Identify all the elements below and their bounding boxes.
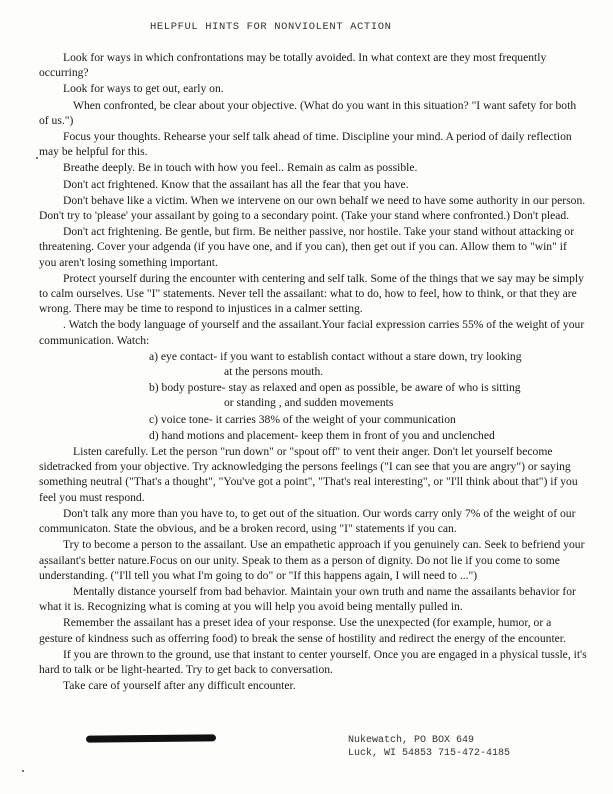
footer-address-line2: Luck, WI 54853 715-472-4185 xyxy=(348,748,511,759)
sub-item-body-posture: b) body posture- stay as relaxed and open as possible, be aware of who is sitting xyxy=(149,381,521,395)
paragraph-avoid: Look for ways in which confrontations may be totally avoided. In what context are they most frequently occurring? xyxy=(39,51,547,80)
sub-item-hand-motions: d) hand motions and placement- keep them in front of you and unclenched xyxy=(149,428,495,442)
footer-address xyxy=(348,734,510,760)
paragraph-listen: Listen carefully. Let the person "run down" or "spout off" to vent their anger. Don't let yourself become sidetracked from your objective. Try acknowledging the persons feelings ("I can see that you are angry") or saying something neutral ("That's a thought", "You've got a point", "That's real interesting", or "I'll think about that") if you feel you must respond. xyxy=(39,445,578,504)
document-body xyxy=(39,50,587,694)
list-item xyxy=(39,428,587,443)
paragraph-frightening: Don't act frightening. Be gentle, but firm. Be neither passive, nor hostile. Take your stand without attacking or threatening. Cover your adgenda (if you have one, and if you can), then get out if you can. Allow them to "win" if you aren't losing something important. xyxy=(39,225,575,269)
scan-speck xyxy=(22,770,24,772)
paragraph-body-language: . Watch the body language of yourself and the assailant.Your facial expression carries 55% of the weight of your communication. Watch: xyxy=(39,318,585,347)
scan-speck xyxy=(44,566,46,568)
paragraph-protect: Protect yourself during the encounter with centering and self talk. Some of the things that we say may be simply to calm ourselves. Use "I" statements. Never tell the assailant: what to do, how to feel, how to think, or that they are wrong. There may be time to respond to injustices in a calmer setting. xyxy=(39,271,584,316)
redaction-bar xyxy=(86,734,216,742)
sub-item-eye-contact-cont: at the persons mouth. xyxy=(224,365,324,379)
document-title: HELPFUL HINTS FOR NONVIOLENT ACTION xyxy=(150,21,392,33)
list-item xyxy=(39,349,587,379)
list-item xyxy=(39,380,587,410)
paragraph-objective: When confronted, be clear about your objective. (What do you want in this situation? "I want safety for both of us.") xyxy=(39,98,577,127)
paragraph-get-out: Look for ways to get out, early on. xyxy=(63,82,224,96)
paragraph-care: Take care of yourself after any difficult encounter. xyxy=(63,679,296,693)
list-item xyxy=(39,412,587,427)
paragraph-unexpected: Remember the assailant has a preset idea of your response. Use the unexpected (for example, humor, or a gesture of kindness such as offerring food) to break the sense of hostility and redirect the energy of the encounter. xyxy=(39,616,566,645)
paragraph-talk-less: Don't talk any more than you have to, to get out of the situation. Our words carry only 7% of the weight of our communicaton. State the obvious, and be a broken record, using "I" statements if you can. xyxy=(39,506,576,536)
paragraph-become-person: Try to become a person to the assailant. Use an empathetic approach if you genuinely can. Seek to befriend your assailant's better nature.Focus on our unity. Speak to them as a person of dignity. Do not lie if you come to some understanding. ("I'll tell you what I'm going to do" or "If this happens again, I will need to ...") xyxy=(39,538,585,582)
paragraph-victim: Don't behave like a victim. When we intervene on our own behalf we need to have some authority in our person. Don't try to 'please' your assailant by going to a secondary point. (Take your stand where confronted.) Don't plead. xyxy=(39,193,586,223)
sub-item-eye-contact: a) eye contact- if you want to establish contact without a stare down, try looking xyxy=(149,349,522,363)
paragraph-ground: If you are thrown to the ground, use that instant to center yourself. Once you are engaged in a physical tussle, it's hard to talk or be light-hearted. Try to get back to conversation. xyxy=(39,647,587,676)
footer-address-line1: Nukewatch, PO BOX 649 xyxy=(348,735,475,746)
paragraph-frightened: Don't act frightened. Know that the assailant has all the fear that you have. xyxy=(63,177,409,191)
paragraph-breathe: Breathe deeply. Be in touch with how you feel.. Remain as calm as possible. xyxy=(63,161,418,175)
paragraph-distance: Mentally distance yourself from bad behavior. Maintain your own truth and name the assailants behavior for what it is. Recognizing what is coming at you will help you avoid being mentally pulled in. xyxy=(39,584,576,614)
scan-speck xyxy=(36,157,38,159)
sub-item-body-posture-cont: or standing , and sudden movements xyxy=(224,396,394,410)
paragraph-focus: Focus your thoughts. Rehearse your self talk ahead of time. Discipline your mind. A period of daily reflection may be helpful for this. xyxy=(39,130,572,159)
sub-item-voice-tone: c) voice tone- it carries 38% of the weight of your communication xyxy=(149,412,456,426)
